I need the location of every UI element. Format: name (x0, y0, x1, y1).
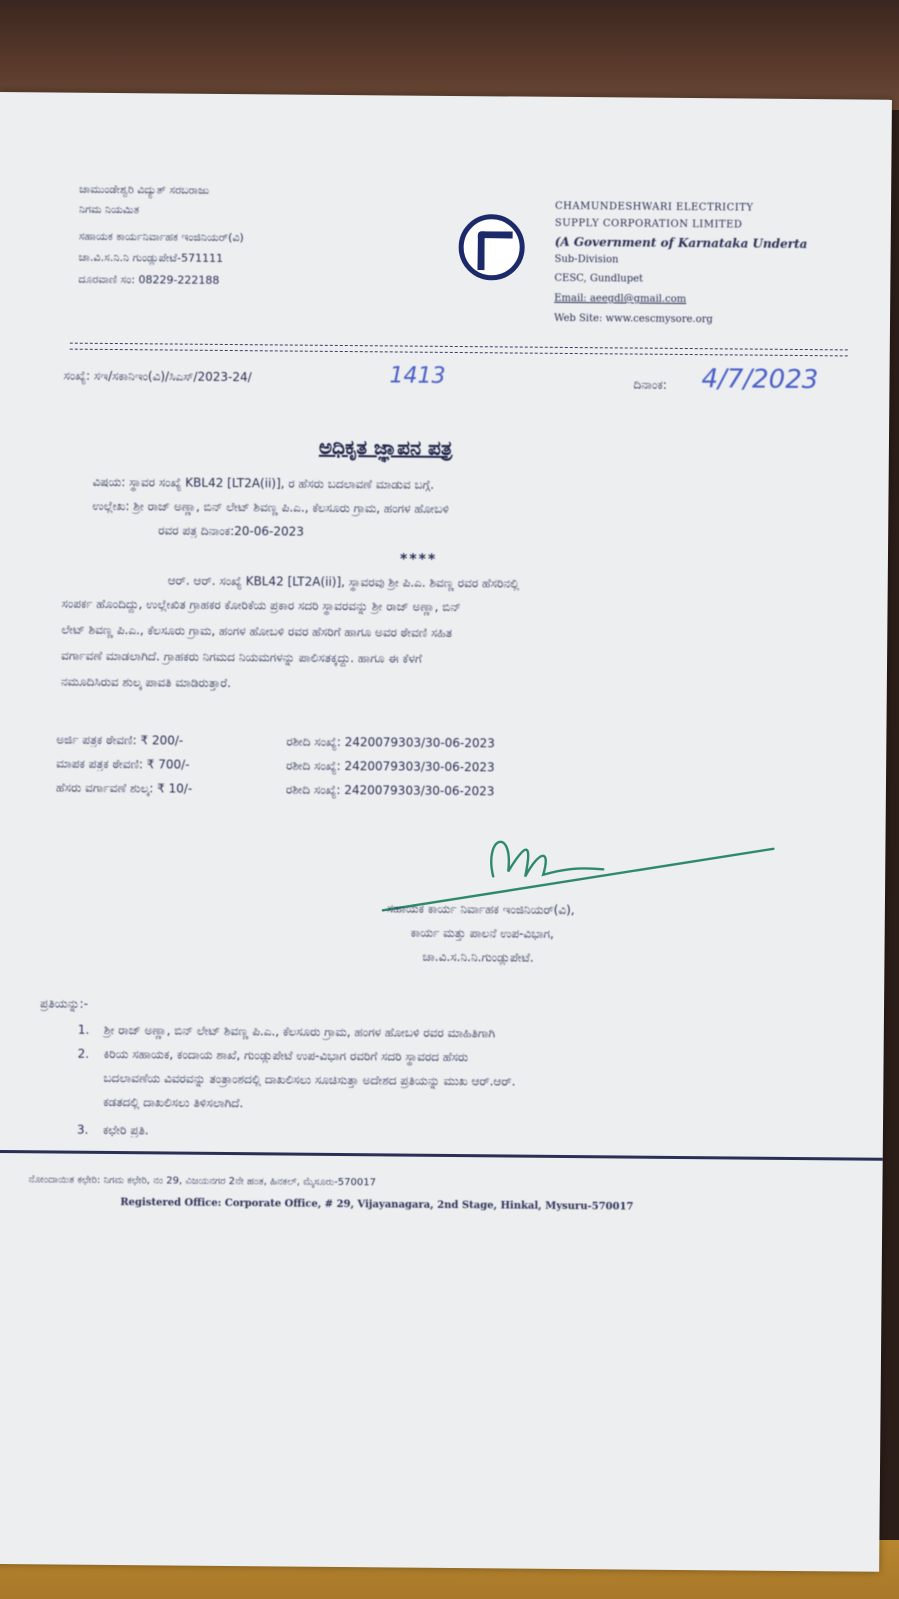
letterhead-kn-line-5: ದೂರವಾಣಿ ಸಂ: 08229-222188 (78, 272, 220, 287)
footer-divider (0, 1150, 883, 1161)
footer-kannada: ನೋಂದಾಯಿತ ಕಛೇರಿ: ನಿಗಮ ಕಛೇರಿ, ನಂ 29, ವಿಜಯನಗರ 2ನೇ ಹಂತ, ಹಿನಕಲ್, ಮೈಸೂರು-570017 (28, 1174, 377, 1189)
letterhead-kn-line-4: ಚಾ.ವಿ.ಸ.ನಿ.ನಿ ಗುಂಡ್ಲುಪೇಟೆ-571111 (78, 250, 224, 265)
letterhead-email: Email: aeegdl@gmail.com (554, 292, 687, 305)
letterhead-en-line-1: CHAMUNDESHWARI ELECTRICITY (554, 200, 754, 214)
copy-2-text-cont-2: ಕಡತದಲ್ಲಿ ದಾಖಲಿಸಲು ತಿಳಿಸಲಾಗಿದೆ. (103, 1094, 244, 1111)
letterhead-divider-2 (70, 349, 848, 357)
signatory-line-3: ಚಾ.ವಿ.ಸ.ನಿ.ನಿ.ಗುಂಡ್ಲುಪೇಟೆ. (422, 949, 534, 965)
body-line-2: ಸಂಪರ್ಕ ಹೊಂದಿದ್ದು, ಉಲ್ಲೇಖಿತ ಗ್ರಾಹಕರ ಕೋರಿಕೆಯ ಪ್ರಕಾರ ಸದರಿ ಸ್ಥಾವರವನ್ನು ಶ್ರೀ ರಾಜ್ ಅಣ್ಣಾ, ಬಿನ್ (61, 596, 461, 615)
subject-line-2: ಉಲ್ಲೇಖ: ಶ್ರೀ ರಾಜ್ ಅಣ್ಣಾ, ಬಿನ್ ಲೇಟ್ ಶಿವಣ್ಣ ಪಿ.ಎ., ಕೆಲಸೂರು ಗ್ರಾಮ, ಹಂಗಳ ಹೋಬಳಿ (92, 498, 450, 516)
letterhead-website: Web Site: www.cescmysore.org (553, 312, 713, 326)
date-handwritten: 4/7/2023 (701, 364, 819, 396)
document-title: ಅಧಿಕೃತ ಜ್ಞಾಪನ ಪತ್ರ (318, 434, 453, 460)
payment-1-label: ಅರ್ಜಿ ಪತ್ರಕ ಠೇವಣಿ: ₹ 200/- (56, 732, 184, 748)
body-line-3: ಲೇಟ್ ಶಿವಣ್ಣ ಪಿ.ಎ., ಕೆಲಸೂರು ಗ್ರಾಮ, ಹಂಗಳ ಹೋಬಳಿ ರವರ ಹೆಸರಿಗೆ ಹಾಗೂ ಅವರ ಠೇವಣಿ ಸಹಿತ (61, 622, 453, 640)
payment-1-receipt: ರಶೀದಿ ಸಂಖ್ಯೆ: 2420079303/30-06-2023 (286, 734, 495, 751)
body-line-4: ವರ್ಗಾವಣೆ ಮಾಡಲಾಗಿದೆ. ಗ್ರಾಹಕರು ನಿಗಮದ ನಿಯಮಗಳನ್ನು ಪಾಲಿಸತಕ್ಕದ್ದು. ಹಾಗೂ ಈ ಕೆಳಗೆ (61, 648, 422, 666)
copy-2-number: 2. (77, 1046, 90, 1061)
payment-3-label: ಹೆಸರು ವರ್ಗಾವಣೆ ಶುಲ್ಕ: ₹ 10/- (55, 780, 193, 796)
copy-2-text-cont-1: ಬದಲಾವಣೆಯ ವಿವರವನ್ನು ತಂತ್ರಾಂಶದಲ್ಲಿ ದಾಖಲಿಸಲು ಸೂಚಿಸುತ್ತಾ ಅದೇಶದ ಪ್ರತಿಯನ್ನು ಮುಖ ಆರ್.ಆರ್. (103, 1070, 516, 1089)
copy-1-text: ಶ್ರೀ ರಾಜ್ ಅಣ್ಣಾ, ಬಿನ್ ಲೇಟ್ ಶಿವಣ್ಣ ಪಿ.ಎ., ಕೆಲಸೂರು ಗ್ರಾಮ, ಹಂಗಳ ಹೋಬಳಿ ರವರ ಮಾಹಿತಿಗಾಗಿ (103, 1022, 496, 1041)
body-line-1: ಆರ್. ಆರ್. ಸಂಖ್ಯೆ KBL42 [LT2A(ii)], ಸ್ಥಾವರವು ಶ್ರೀ ಪಿ.ಎ. ಶಿವಣ್ಣ ರವರ ಹೆಸರಿನಲ್ಲಿ (167, 573, 520, 591)
footer-english: Registered Office: Corporate Office, # 29, Vijayanagara, 2nd Stage, Hinkal, Mysuru-570017 (120, 1197, 634, 1213)
letterhead-kn-line-1: ಚಾಮುಂಡೇಶ್ವರಿ ವಿದ್ಯುತ್ ಸರಬರಾಜು (79, 182, 210, 197)
subject-line-1: ವಿಷಯ: ಸ್ಥಾವರ ಸಂಖ್ಯೆ KBL42 [LT2A(ii)], ರ ಹೆಸರು ಬದಲಾವಣೆ ಮಾಡುವ ಬಗ್ಗೆ. (92, 474, 435, 492)
reference-number-handwritten: 1413 (389, 363, 446, 389)
document-page (0, 92, 892, 1572)
copy-1-number: 1. (77, 1022, 90, 1037)
date-label: ದಿನಾಂಕ: (633, 377, 667, 392)
letterhead-en-line-2: SUPPLY CORPORATION LIMITED (554, 217, 743, 231)
copy-3-text: ಕಛೇರಿ ಪ್ರತಿ. (102, 1122, 149, 1138)
signatory-line-1: ಸಹಾಯಕ ಕಾರ್ಯ ನಿರ್ವಾಹಕ ಇಂಜಿನಿಯರ್(ವಿ), (386, 901, 575, 918)
signatory-line-2: ಕಾರ್ಯ ಮತ್ತು ಪಾಲನೆ ಉಪ-ವಿಭಾಗ, (410, 925, 554, 941)
payment-2-receipt: ರಶೀದಿ ಸಂಖ್ಯೆ: 2420079303/30-06-2023 (286, 758, 495, 775)
subject-line-3: ರವರ ಪತ್ರ ದಿನಾಂಕ:20-06-2023 (158, 523, 304, 539)
body-line-5: ನಮೂದಿಸಿರುವ ಶುಲ್ಕ ಪಾವತಿ ಮಾಡಿರುತ್ತಾರೆ. (60, 674, 232, 691)
copy-2-text: ಕಿರಿಯ ಸಹಾಯಕ, ಕಂದಾಯ ಶಾಖೆ, ಗುಂಡ್ಲುಪೇಟೆ ಉಪ-ವಿಭಾಗ ರವರಿಗೆ ಸದರಿ ಸ್ಥಾವರದ ಹೆಸರು (103, 1046, 469, 1065)
letterhead-en-line-3: (A Government of Karnataka Underta (554, 234, 808, 252)
letterhead-en-line-5: CESC, Gundlupet (554, 272, 644, 285)
reference-number: ಸಂಖ್ಯೆ: ಸಇ/ಸಕಾನಿಇಂ(ವಿ)/ಸಿಎಸ್/2023-24/ (63, 368, 252, 385)
copy-3-number: 3. (76, 1122, 89, 1137)
cesc-logo-icon (458, 214, 525, 281)
payment-3-receipt: ರಶೀದಿ ಸಂಖ್ಯೆ: 2420079303/30-06-2023 (285, 782, 495, 799)
letterhead-kn-line-2: ನಿಗಮ ನಿಯಮಿತ (78, 202, 140, 217)
payment-2-label: ಮಾಪಕ ಪತ್ರಕ ಠೇವಣಿ: ₹ 700/- (56, 756, 190, 772)
copies-label: ಪ್ರತಿಯನ್ನು:- (39, 996, 89, 1011)
separator-stars: **** (399, 551, 438, 568)
letterhead-en-line-4: Sub-Division (554, 253, 619, 266)
letterhead-kn-line-3: ಸಹಾಯಕ ಕಾರ್ಯನಿರ್ವಾಹಕ ಇಂಜಿನಿಯರ್(ವಿ) (78, 229, 244, 245)
